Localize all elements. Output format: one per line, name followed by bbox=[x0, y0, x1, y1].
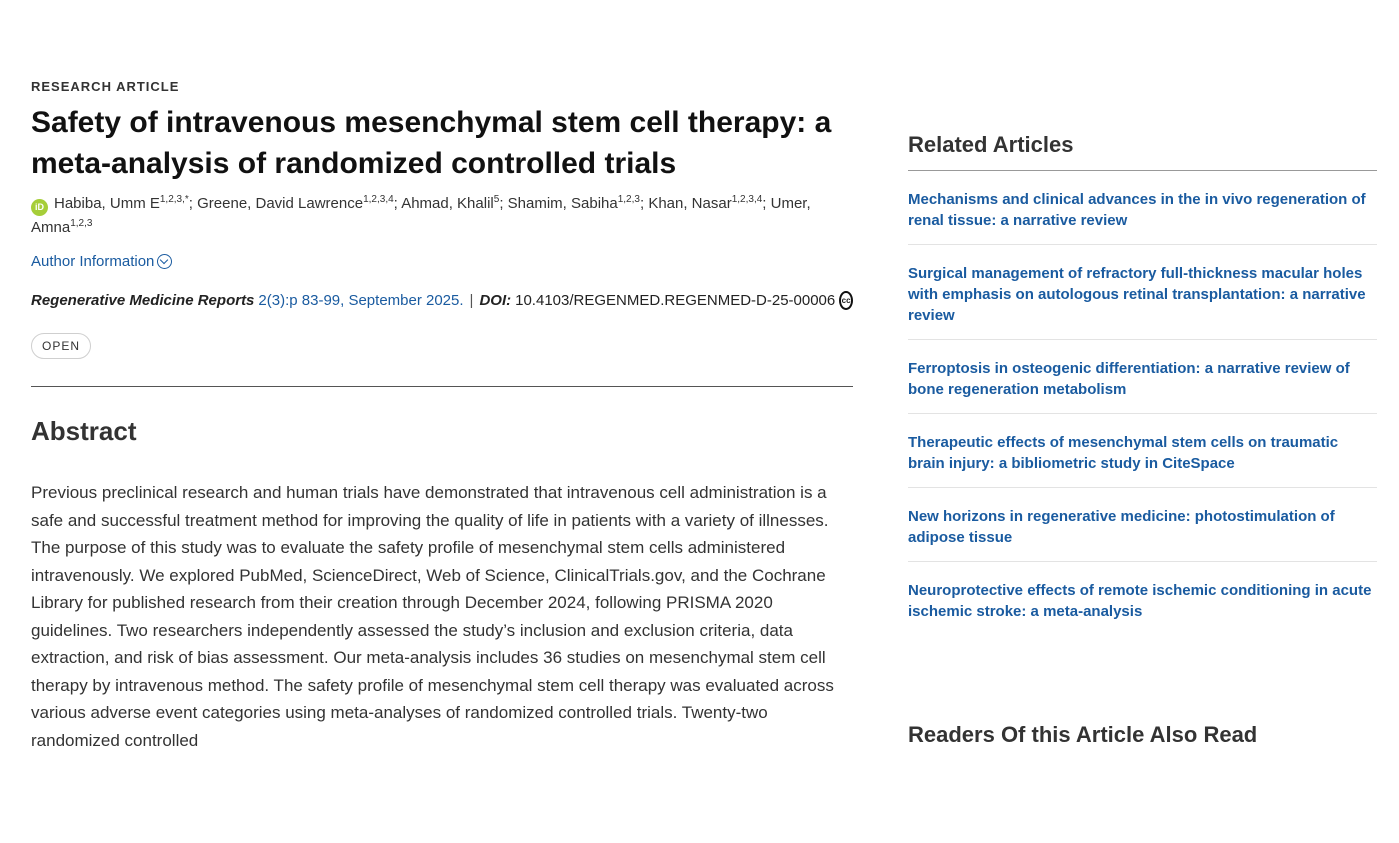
journal-name: Regenerative Medicine Reports bbox=[31, 292, 255, 309]
related-article-link[interactable]: Therapeutic effects of mesenchymal stem cells on traumatic brain injury: a bibliometric study in CiteSpace bbox=[908, 434, 1339, 472]
orcid-icon[interactable]: iD bbox=[31, 199, 48, 216]
related-article-link[interactable]: Mechanisms and clinical advances in the in vivo regeneration of renal tissue: a narrative review bbox=[908, 191, 1366, 229]
article-main bbox=[31, 79, 853, 754]
author-name[interactable]: Greene, David Lawrence bbox=[197, 195, 364, 212]
list-item bbox=[908, 171, 1377, 245]
open-access-badge: OPEN bbox=[31, 333, 91, 359]
doi-label: DOI: bbox=[479, 292, 512, 309]
author-name[interactable]: Khan, Nasar bbox=[648, 195, 732, 212]
issue-link[interactable]: 2(3):p 83-99, September 2025. bbox=[258, 292, 464, 309]
author-affiliation: 5 bbox=[493, 194, 500, 205]
author-name[interactable]: Umer, Amna bbox=[31, 195, 811, 236]
list-item bbox=[908, 340, 1377, 414]
divider bbox=[31, 386, 853, 387]
related-article-link[interactable]: New horizons in regenerative medicine: photostimulation of adipose tissue bbox=[908, 508, 1335, 546]
article-title: Safety of intravenous mesenchymal stem cell therapy: a meta-analysis of randomized controlled trials bbox=[31, 106, 832, 180]
author-affiliation: 1,2,3 bbox=[70, 218, 93, 229]
article-type-label: RESEARCH ARTICLE bbox=[31, 79, 180, 94]
creative-commons-icon[interactable]: cc bbox=[839, 291, 853, 310]
related-articles-panel bbox=[908, 132, 1377, 635]
related-article-link[interactable]: Neuroprotective effects of remote ischemic conditioning in acute ischemic stroke: a meta-analysis bbox=[908, 582, 1372, 620]
author-name[interactable]: Ahmad, Khalil bbox=[401, 195, 494, 212]
author-information-toggle[interactable] bbox=[31, 253, 172, 270]
list-item bbox=[908, 414, 1377, 488]
citation-line bbox=[31, 291, 853, 310]
doi-value: 10.4103/REGENMED.REGENMED-D-25-00006 bbox=[515, 292, 836, 309]
list-item bbox=[908, 488, 1377, 562]
chevron-down-icon bbox=[157, 254, 172, 269]
author-affiliation: 1,2,3,4 bbox=[363, 194, 394, 205]
related-articles-heading: Related Articles bbox=[908, 132, 1074, 157]
author-information-label: Author Information bbox=[31, 253, 155, 270]
citation-separator: | bbox=[469, 292, 474, 309]
author-affiliation: 1,2,3 bbox=[617, 194, 640, 205]
author-name[interactable]: Shamim, Sabiha bbox=[507, 195, 618, 212]
author-affiliation: 1,2,3,4 bbox=[731, 194, 763, 205]
related-article-link[interactable]: Ferroptosis in osteogenic differentiation: a narrative review of bone regeneration metabolism bbox=[908, 360, 1350, 398]
list-item bbox=[908, 562, 1377, 635]
author-affiliation: 1,2,3,* bbox=[159, 194, 189, 205]
abstract-heading: Abstract bbox=[31, 416, 137, 446]
readers-also-read-heading: Readers Of this Article Also Read bbox=[908, 722, 1258, 747]
author-name[interactable]: Habiba, Umm E bbox=[54, 195, 160, 212]
author-list: iD Habiba, Umm $E^{1,2,3,*}$; Greene, David Lawrence$^{1,2,3,4}$; Ahmad, Khalil$^5$; Shamim, Sabiha$^{1,2,3}$; Khan, Nasar$^{1,2,3,4}$; Umer, Amna$^{1,2,3}$ bbox=[31, 194, 811, 236]
related-article-link[interactable]: Surgical management of refractory full-thickness macular holes with emphasis on autologous retinal transplantation: a narrative review bbox=[908, 265, 1366, 324]
abstract-text: Previous preclinical research and human trials have demonstrated that intravenous cell administration is a safe and successful treatment method for improving the quality of life in patients with a variety of illnesses. The purpose of this study was to evaluate the safety profile of mesenchymal stem cells administered intravenously. We explored PubMed, ScienceDirect, Web of Science, ClinicalTrials.gov, and the Cochrane Library for published research from their creation through December 2024, following PRISMA 2020 guidelines. Two researchers independently assessed the study’s inclusion and exclusion criteria, data extraction, and risk of bias assessment. Our meta-analysis includes 36 studies on mesenchymal stem cell therapy by intravenous method. The safety profile of mesenchymal stem cell therapy was evaluated across various adverse event categories using meta-analyses of randomized controlled trials. Twenty-two randomized controlled bbox=[31, 483, 834, 750]
list-item bbox=[908, 245, 1377, 340]
